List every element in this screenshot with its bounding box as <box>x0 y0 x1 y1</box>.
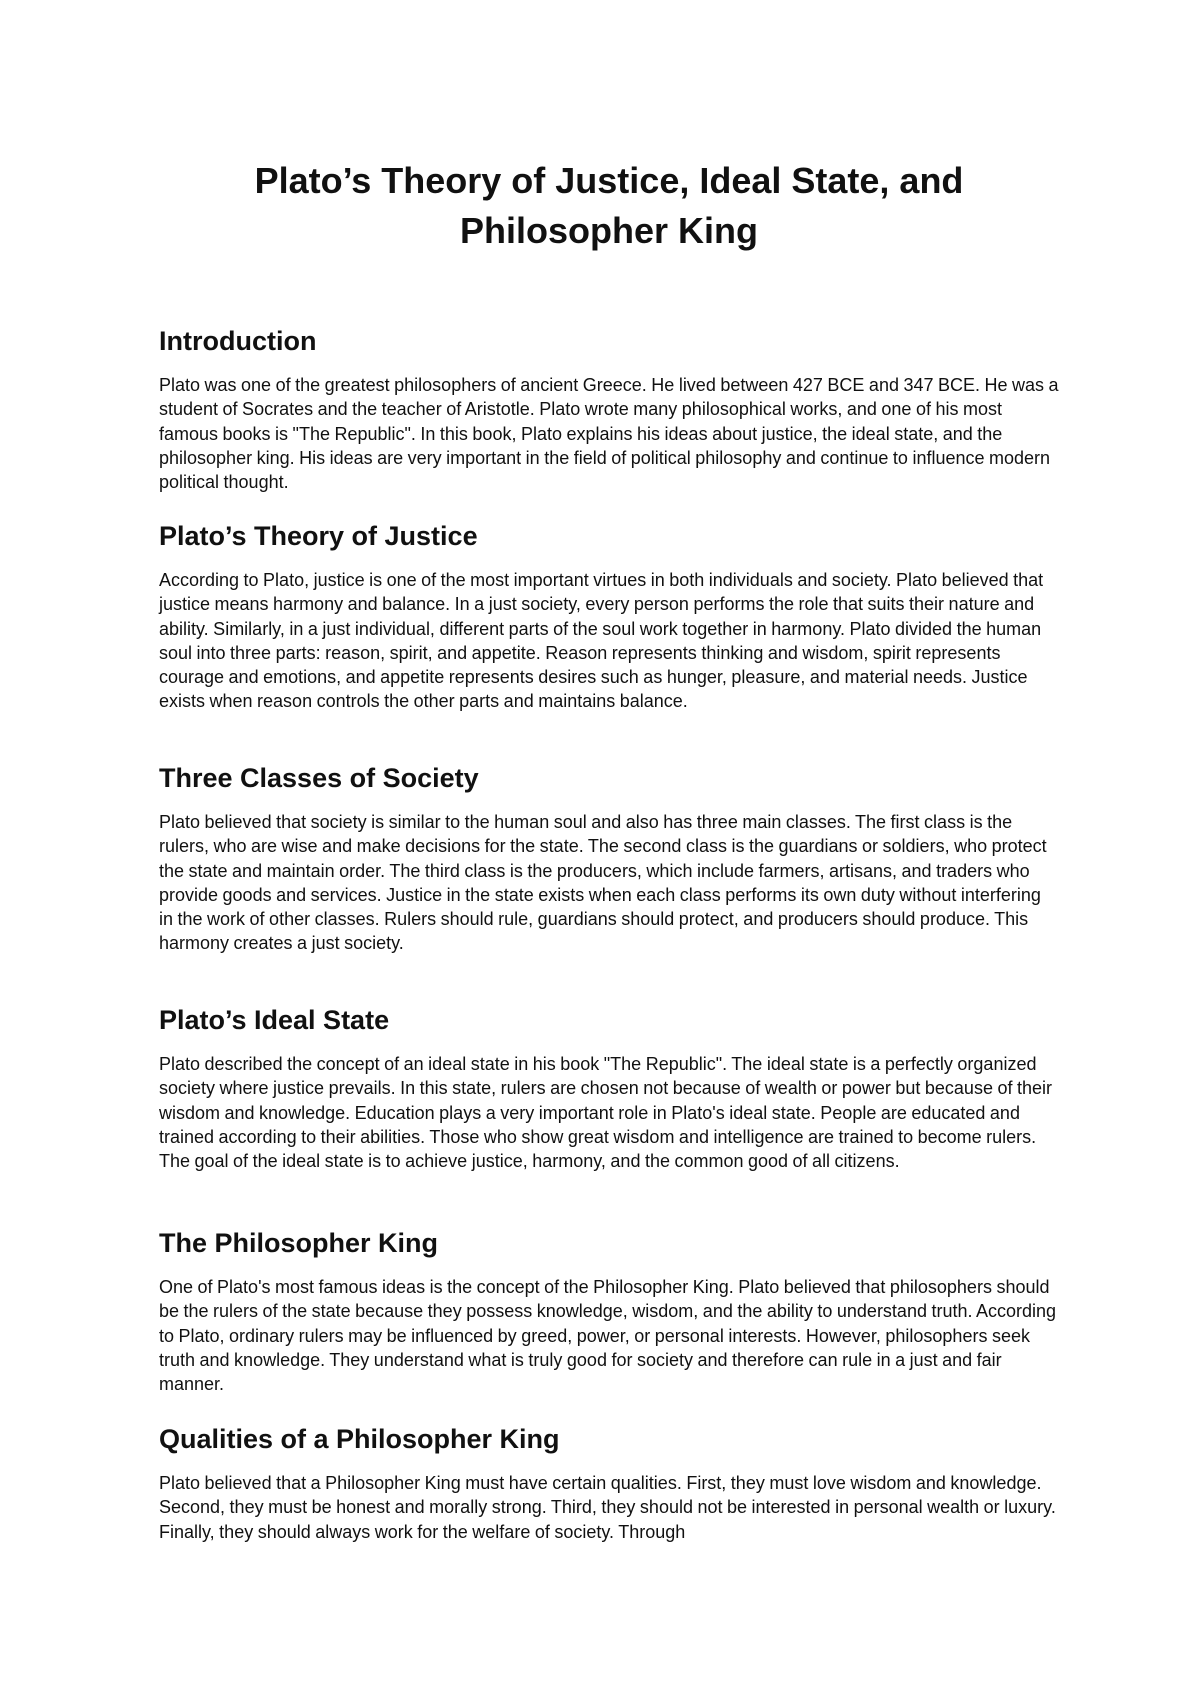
section-heading: Introduction <box>159 326 317 356</box>
section-heading: The Philosopher King <box>159 1228 439 1258</box>
section-ideal-state <box>159 1004 1059 1173</box>
section-heading: Three Classes of Society <box>159 763 479 793</box>
section-philosopher-king <box>159 1227 1059 1396</box>
section-introduction <box>159 325 1059 494</box>
document-title: Plato’s Theory of Justice, Ideal State, and Philosopher King <box>254 160 964 251</box>
section-body: According to Plato, justice is one of the most important virtues in both individuals and society. Plato believed that justice means harmony and balance. In a just society, every person performs the role that suits their nature and ability. Similarly, in a just individual, different parts of the soul work together in harmony. Plato divided the human soul into three parts: reason, spirit, and appetite. Reason represents thinking and wisdom, spirit represents courage and emotions, and appetite represents desires such as hunger, pleasure, and material needs. Justice exists when reason controls the other parts and maintains balance. <box>159 570 1044 712</box>
section-body: Plato was one of the greatest philosophers of ancient Greece. He lived between 427 BCE and 347 BCE. He was a student of Socrates and the teacher of Aristotle. Plato wrote many philosophical works, and one of his most famous books is "The Republic". In this book, Plato explains his ideas about justice, the ideal state, and the philosopher king. His ideas are very important in the field of political philosophy and continue to influence modern political thought. <box>159 375 1059 493</box>
section-heading: Plato’s Ideal State <box>159 1005 390 1035</box>
section-theory-of-justice <box>159 520 1059 714</box>
section-heading: Qualities of a Philosopher King <box>159 1424 560 1454</box>
section-body: Plato described the concept of an ideal state in his book "The Republic". The ideal state is a perfectly organized society where justice prevails. In this state, rulers are chosen not because of wealth or power but because of their wisdom and knowledge. Education plays a very important role in Plato's ideal state. People are educated and trained according to their abilities. Those who show great wisdom and intelligence are trained to become rulers. The goal of the ideal state is to achieve justice, harmony, and the common good of all citizens. <box>159 1054 1052 1172</box>
section-body: One of Plato's most famous ideas is the concept of the Philosopher King. Plato believed that philosophers should be the rulers of the state because they possess knowledge, wisdom, and the ability to understand truth. According to Plato, ordinary rulers may be influenced by greed, power, or personal interests. However, philosophers seek truth and knowledge. They understand what is truly good for society and therefore can rule in a just and fair manner. <box>159 1277 1057 1395</box>
section-qualities <box>159 1423 1059 1544</box>
section-body: Plato believed that society is similar to the human soul and also has three main classes. The first class is the rulers, who are wise and make decisions for the state. The second class is the guardians or soldiers, who protect the state and maintain order. The third class is the producers, which include farmers, artisans, and traders who provide goods and services. Justice in the state exists when each class performs its own duty without interfering in the work of other classes. Rulers should rule, guardians should protect, and producers should produce. This harmony creates a just society. <box>159 812 1047 954</box>
section-heading: Plato’s Theory of Justice <box>159 521 478 551</box>
section-three-classes <box>159 762 1059 956</box>
section-body: Plato believed that a Philosopher King must have certain qualities. First, they must love wisdom and knowledge. Second, they must be honest and morally strong. Third, they should not be interested in personal wealth or luxury. Finally, they should always work for the welfare of society. Through <box>159 1473 1056 1542</box>
